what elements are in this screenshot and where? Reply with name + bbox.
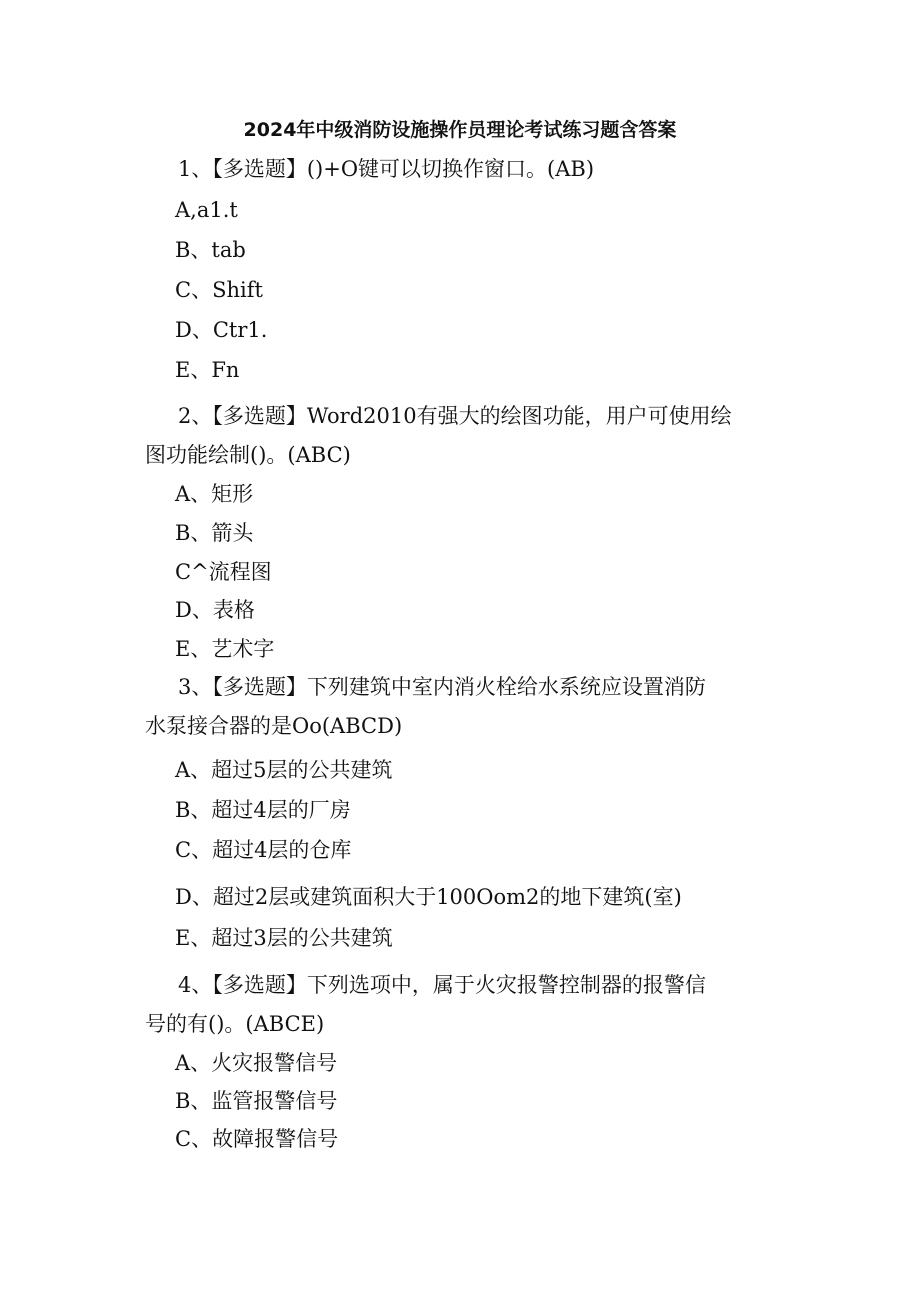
question-4-option-b: B、监管报警信号 xyxy=(175,1089,338,1113)
question-2-option-c: C^流程图 xyxy=(175,560,272,584)
question-2-option-e: E、艺术字 xyxy=(175,637,275,661)
question-4-stem-line-2: 号的有()。(ABCE) xyxy=(145,1012,325,1036)
question-1-option-a: A,a1.t xyxy=(175,198,238,222)
question-4-stem-line-1: 4、【多选题】下列选项中，属于火灾报警控制器的报警信 xyxy=(178,973,706,997)
question-3-option-a: A、超过5层的公共建筑 xyxy=(175,758,393,782)
question-1-option-d: D、Ctr1. xyxy=(175,318,268,342)
question-2-stem-line-1: 2、【多选题】Word2010有强大的绘图功能，用户可使用绘 xyxy=(178,404,732,428)
question-1-option-e: E、Fn xyxy=(175,358,240,382)
question-1-option-b: B、tab xyxy=(175,238,246,262)
question-1-stem: 1、【多选题】()+O键可以切换作窗口。(AB) xyxy=(178,157,595,181)
question-1-option-c: C、Shift xyxy=(175,278,263,302)
question-3-option-c: C、超过4层的仓库 xyxy=(175,838,352,862)
question-2-option-a: A、矩形 xyxy=(175,482,254,506)
document-title: 2024年中级消防设施操作员理论考试练习题含答案 xyxy=(243,119,677,141)
question-2-option-d: D、表格 xyxy=(175,598,255,622)
question-4-option-a: A、火灾报警信号 xyxy=(175,1051,338,1075)
question-3-option-d: D、超过2层或建筑面积大于100Oom2的地下建筑(室) xyxy=(175,885,682,909)
question-3-option-e: E、超过3层的公共建筑 xyxy=(175,926,393,950)
question-4-option-c: C、故障报警信号 xyxy=(175,1127,339,1151)
question-2-option-b: B、箭头 xyxy=(175,521,254,545)
question-3-stem-line-1: 3、【多选题】下列建筑中室内消火栓给水系统应设置消防 xyxy=(178,675,706,699)
question-3-stem-line-2: 水泵接合器的是Oo(ABCD) xyxy=(145,714,403,738)
question-2-stem-line-2: 图功能绘制()。(ABC) xyxy=(145,443,351,467)
question-3-option-b: B、超过4层的厂房 xyxy=(175,798,351,822)
